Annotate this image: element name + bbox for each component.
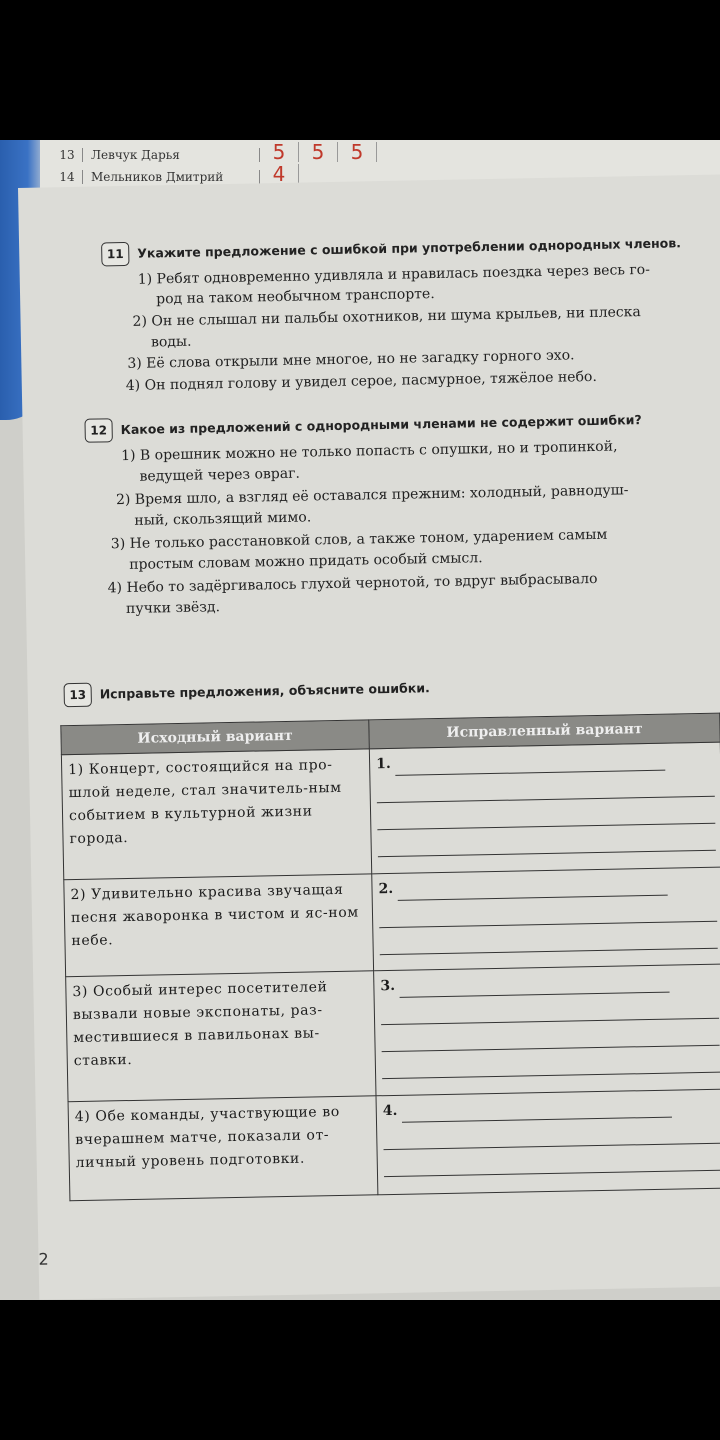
error-correction-table xyxy=(60,713,720,1202)
source-sentence: 4) Обе команды, участвующие во вчерашнем матче, показали от-личный уровень подготовки. xyxy=(68,1096,378,1201)
answer-line[interactable] xyxy=(382,1046,720,1079)
task-11-title: Укажите предложение с ошибкой при употреблении однородных членов. xyxy=(137,235,682,261)
task-12-option-line: 3) Не только расстановкой слов, а также тоном, ударением самым xyxy=(110,526,608,553)
column-header-corrected: Исправленный вариант xyxy=(369,713,720,749)
task-11-number: 11 xyxy=(101,242,129,267)
photo-area xyxy=(0,140,720,1300)
source-sentence: 1) Концерт, состоящийся на про-шлой неделе, стал значитель-ным событием в культурной жизни города. xyxy=(61,749,371,880)
journal-grade: 4 xyxy=(260,164,299,184)
task-11-option-line: род на таком необычном транспорте. xyxy=(156,286,435,308)
task-12-title: Какое из предложений с однородными членами не содержит ошибки? xyxy=(120,412,642,438)
task-13-title: Исправьте предложения, объясните ошибки. xyxy=(99,680,430,702)
journal-grade: 5 xyxy=(299,142,338,162)
answer-cell[interactable] xyxy=(376,1089,720,1195)
table-row xyxy=(66,964,720,1102)
answer-number: 4. xyxy=(382,1102,398,1120)
task-11-option-line: 1) Ребят одновременно удивляла и нравилась поездка через весь го- xyxy=(137,261,651,288)
task-11-option-line: 4) Он поднял голову и увидел серое, пасмурное, тяжёлое небо. xyxy=(125,368,597,394)
table-row xyxy=(68,1089,720,1201)
task-11-option-line: воды. xyxy=(150,333,192,351)
task-12-option-line: ведущей через овраг. xyxy=(139,465,301,485)
task-12-option-line: пучки звёзд. xyxy=(125,599,221,618)
table-row xyxy=(64,867,720,977)
task-12-option-line: ный, скользящий мимо. xyxy=(134,509,312,529)
journal-row-number: 13 xyxy=(52,148,83,162)
journal-grade: 5 xyxy=(260,142,299,162)
journal-row-number: 14 xyxy=(52,170,83,184)
column-header-source: Исходный вариант xyxy=(61,720,369,755)
answer-cell[interactable] xyxy=(372,867,720,971)
page-number: 2 xyxy=(38,1249,49,1269)
answer-line[interactable] xyxy=(384,1144,720,1177)
task-12-option-line: простым словам можно придать особый смысл. xyxy=(129,550,483,573)
answer-number: 1. xyxy=(375,755,391,773)
answer-line[interactable] xyxy=(379,922,717,955)
answer-line[interactable] xyxy=(377,824,715,857)
task-11-option-line: 3) Её слова открыли мне многое, но не загадку горного эхо. xyxy=(127,347,575,372)
journal-row xyxy=(52,142,377,164)
task-12-option-line: 2) Время шло, а взгляд её оставался прежним: холодный, равнодуш- xyxy=(115,482,629,509)
answer-cell[interactable] xyxy=(369,742,720,874)
journal-grade: 5 xyxy=(338,142,377,162)
task-12-number: 12 xyxy=(84,418,112,443)
source-sentence: 3) Особый интерес посетителей вызвали новые экспонаты, раз-местившиеся в павильонах вы-ставки. xyxy=(66,971,376,1102)
source-sentence: 2) Удивительно красива звучащая песня жаворонка в чистом и яс-ном небе. xyxy=(64,874,374,977)
answer-number: 2. xyxy=(378,880,394,898)
journal-row-name: Левчук Дарья xyxy=(83,148,260,162)
task-12-option-line: 1) В орешник можно не только попасть с опушки, но и тропинкой, xyxy=(121,438,618,465)
workbook-page xyxy=(18,174,720,1300)
journal-row-name: Мельников Дмитрий xyxy=(83,170,260,184)
answer-number: 3. xyxy=(380,977,396,995)
task-11-option-line: 2) Он не слышал ни пальбы охотников, ни шума крыльев, ни плеска xyxy=(132,304,641,330)
table-row xyxy=(61,742,720,880)
task-13-number: 13 xyxy=(64,683,92,708)
task-12-option-line: 4) Небо то задёргивалось глухой чернотой, то вдруг выбрасывало xyxy=(107,570,598,597)
answer-cell[interactable] xyxy=(374,964,720,1096)
